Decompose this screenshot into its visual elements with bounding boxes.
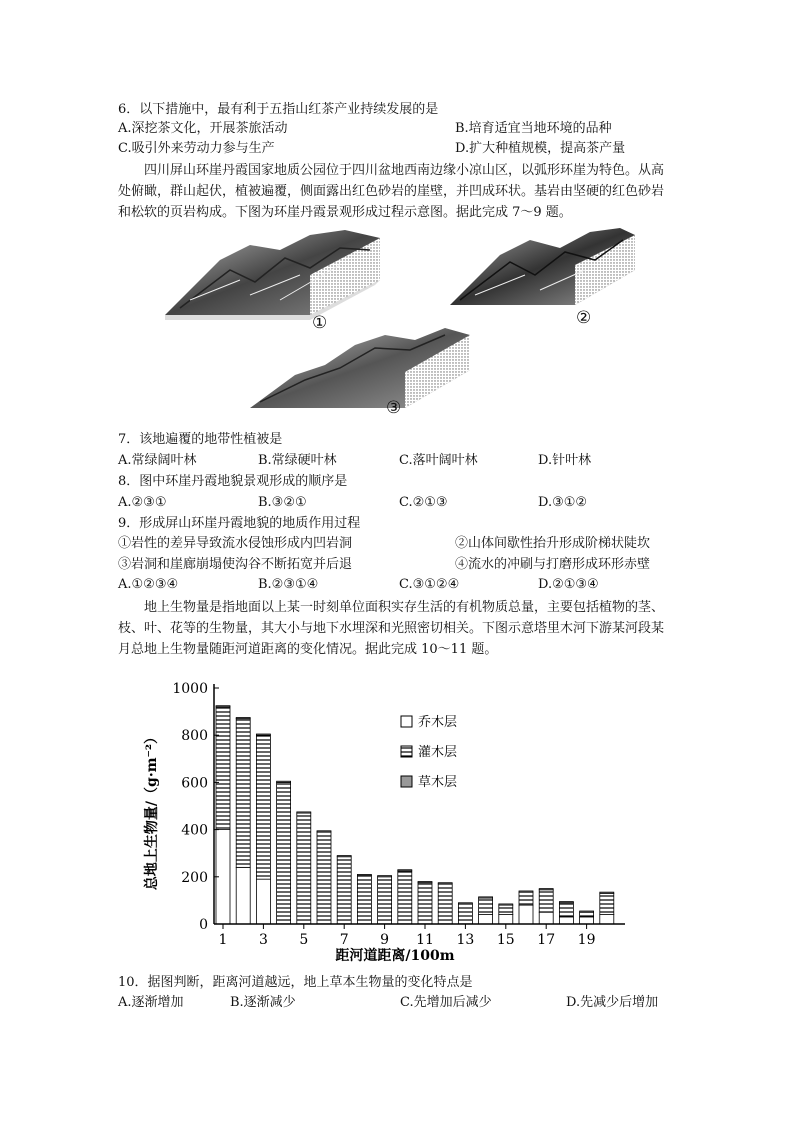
- legend-swatch-herb: [401, 776, 412, 787]
- chart-legend: [401, 714, 457, 790]
- x-tick-label: 7: [339, 932, 349, 948]
- bar-herb-layer: [398, 870, 412, 871]
- legend-label-tree: 乔木层: [418, 715, 458, 730]
- bar-herb-layer: [297, 812, 311, 813]
- bar-shrub-layer: [499, 905, 513, 914]
- q8-option-a: A.②③①: [118, 495, 167, 510]
- figure-label-1: ①: [312, 313, 328, 333]
- x-axis-label: 距河道距离/100m: [335, 948, 455, 964]
- x-tick-label: 17: [537, 932, 556, 948]
- x-tick-label: 5: [299, 932, 309, 948]
- bar-herb-layer: [499, 904, 513, 905]
- x-tick-label: 11: [416, 932, 434, 948]
- x-tick-label: 9: [380, 932, 390, 948]
- bar-shrub-layer: [418, 883, 432, 924]
- bar-shrub-layer: [539, 890, 553, 912]
- bar-tree-layer: [236, 867, 250, 924]
- passage-danxia: 四川屏山环崖丹霞国家地质公园位于四川盆地西南边缘小凉山区，以弧形环崖为特色。从高处俯瞰，群山起伏，植被遍覆，侧面露出红色砂岩的崖壁，并凹成环状。基岩由坚硬的红色砂岩和松软的页岩构成。下图为环崖丹霞景观形成过程示意图。据此完成 7～9 题。: [118, 163, 665, 220]
- x-tick-label: 19: [577, 932, 596, 948]
- bar-shrub-layer: [479, 898, 493, 915]
- bar-herb-layer: [539, 889, 553, 890]
- bar-tree-layer: [519, 905, 533, 924]
- x-tick-label: 1: [218, 932, 228, 948]
- landscape-figure-3: [245, 320, 475, 412]
- bar-herb-layer: [458, 903, 472, 904]
- bar-herb-layer: [600, 892, 614, 893]
- q9-statement-2: ②山体间歇性抬升形成阶梯状陡坎: [455, 536, 651, 551]
- biomass-chart: [120, 662, 650, 970]
- q6-option-c: C.吸引外来劳动力参与生产: [118, 141, 275, 156]
- q8-option-d: D.③①②: [538, 495, 588, 510]
- y-tick-label: 0: [199, 917, 208, 933]
- chart-bars: [216, 706, 614, 924]
- bar-herb-layer: [580, 911, 594, 912]
- landscape-figure-2: [445, 220, 640, 320]
- q10-option-a: A.逐渐增加: [118, 995, 184, 1010]
- figure-label-2: ②: [576, 308, 592, 328]
- legend-swatch-shrub: [401, 746, 412, 757]
- q10-stem: 10．据图判断，距离河道越远，地上草本生物量的变化特点是: [118, 975, 473, 990]
- q9-stem: 9．形成屏山环崖丹霞地貌的地质作用过程: [118, 516, 361, 531]
- bar-herb-layer: [438, 883, 452, 884]
- bar-shrub-layer: [236, 719, 250, 868]
- q6-option-b: B.培育适宜当地环境的品种: [455, 121, 612, 136]
- bar-tree-layer: [499, 915, 513, 924]
- figure-label-3: ③: [386, 398, 402, 418]
- bar-shrub-layer: [337, 857, 351, 924]
- bar-herb-layer: [337, 856, 351, 857]
- bar-shrub-layer: [297, 813, 311, 924]
- q7-stem: 7．该地遍覆的地带性植被是: [118, 432, 283, 447]
- bar-shrub-layer: [216, 707, 230, 830]
- bar-shrub-layer: [256, 735, 270, 879]
- q9-statement-4: ④流水的冲刷与打磨形成环形赤壁: [455, 557, 651, 572]
- q9-option-a: A.①②③④: [118, 577, 179, 592]
- q9-option-d: D.②①③④: [538, 577, 599, 592]
- bar-herb-layer: [317, 831, 331, 832]
- y-tick-label: 800: [181, 728, 208, 745]
- q8-option-c: C.②①③: [399, 495, 448, 510]
- q9-statement-3: ③岩洞和崖廊崩塌使沟谷不断拓宽并后退: [118, 557, 353, 572]
- passage-biomass: 地上生物量是指地面以上某一时刻单位面积实存生活的有机物质总量，主要包括植物的茎、枝、叶、花等的生物量，其大小与地下水埋深和光照密切相关。下图示意塔里木河下游某河段某月总地上生物量随距河道距离的变化情况。据此完成 10～11 题。: [118, 600, 665, 657]
- legend-label-shrub: 灌木层: [418, 745, 458, 760]
- bar-shrub-layer: [398, 871, 412, 924]
- bar-shrub-layer: [317, 832, 331, 924]
- bar-shrub-layer: [600, 893, 614, 914]
- bar-shrub-layer: [559, 903, 573, 917]
- bar-herb-layer: [236, 718, 250, 719]
- q10-option-d: D.先减少后增加: [566, 995, 659, 1010]
- q10-option-b: B.逐渐减少: [230, 995, 296, 1010]
- bar-tree-layer: [600, 915, 614, 924]
- bar-shrub-layer: [438, 884, 452, 924]
- q7-option-a: A.常绿阔叶林: [118, 453, 197, 468]
- bar-shrub-layer: [580, 912, 594, 917]
- q9-statement-1: ①岩性的差异导致流水侵蚀形成内凹岩洞: [118, 536, 353, 551]
- bar-shrub-layer: [519, 892, 533, 905]
- bar-herb-layer: [378, 876, 392, 877]
- x-tick-label: 13: [456, 932, 475, 948]
- bar-herb-layer: [519, 891, 533, 892]
- q6-option-a: A.深挖茶文化，开展茶旅活动: [118, 121, 288, 136]
- q10-option-c: C.先增加后减少: [400, 995, 492, 1010]
- bar-herb-layer: [418, 882, 432, 883]
- bar-tree-layer: [539, 912, 553, 924]
- q6-stem: 6．以下措施中，最有利于五指山红茶产业持续发展的是: [118, 102, 439, 117]
- bar-herb-layer: [559, 902, 573, 903]
- bar-shrub-layer: [357, 876, 371, 924]
- x-tick-label: 3: [258, 932, 268, 948]
- bar-herb-layer: [216, 706, 230, 707]
- bar-herb-layer: [256, 734, 270, 735]
- x-tick-label: 15: [496, 932, 515, 948]
- bar-shrub-layer: [458, 904, 472, 924]
- legend-swatch-tree: [401, 716, 412, 727]
- bar-herb-layer: [357, 874, 371, 875]
- q6-option-d: D.扩大种植规模，提高茶产量: [455, 141, 626, 156]
- bar-herb-layer: [277, 781, 291, 782]
- y-tick-label: 600: [181, 775, 208, 792]
- q8-option-b: B.③②①: [258, 495, 307, 510]
- y-tick-label: 200: [181, 869, 208, 886]
- q7-option-c: C.落叶阔叶林: [399, 453, 478, 468]
- q9-option-c: C.③①②④: [399, 577, 460, 592]
- q9-option-b: B.②③①④: [258, 577, 319, 592]
- y-tick-label: 1000: [172, 681, 208, 697]
- bar-tree-layer: [559, 917, 573, 924]
- bar-tree-layer: [479, 915, 493, 924]
- q7-option-b: B.常绿硬叶林: [258, 453, 337, 468]
- q7-option-d: D.针叶林: [538, 453, 592, 468]
- y-tick-label: 400: [181, 822, 208, 839]
- bar-shrub-layer: [378, 877, 392, 924]
- bar-tree-layer: [256, 879, 270, 924]
- legend-label-herb: 草木层: [418, 775, 458, 790]
- bar-tree-layer: [580, 917, 594, 924]
- bar-herb-layer: [479, 897, 493, 898]
- q8-stem: 8．图中环崖丹霞地貌景观形成的顺序是: [118, 474, 348, 489]
- y-axis-label: 总地上生物量/（g·m⁻²）: [144, 729, 160, 891]
- bar-shrub-layer: [277, 782, 291, 924]
